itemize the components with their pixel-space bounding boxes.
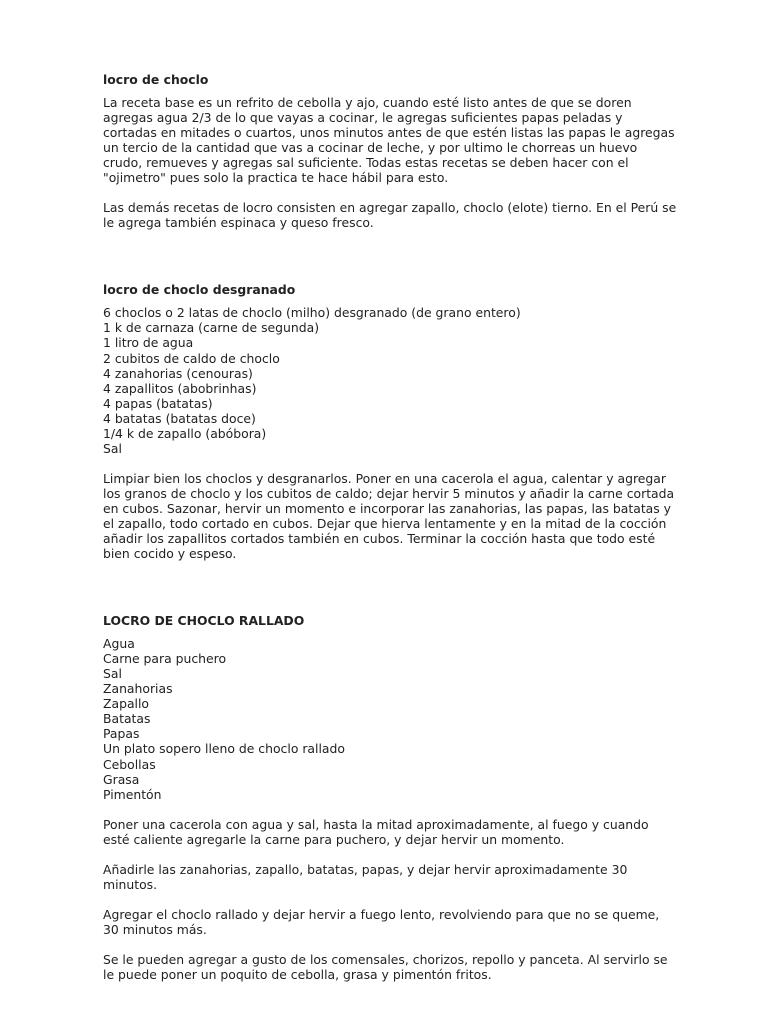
list-item: 2 cubitos de caldo de choclo [103, 350, 280, 366]
text-line: 30 minutos más. [103, 921, 207, 937]
text-line: en cubos. Sazonar, hervir un momento e incorporar las zanahorias, las papas, las batatas y [103, 500, 671, 516]
list-item: Sal [103, 666, 122, 682]
list-item: Zanahorias [103, 681, 173, 697]
list-item: Pimentón [103, 786, 162, 802]
list-item: 1 litro de agua [103, 335, 194, 351]
list-item: 1/4 k de zapallo (abóbora) [103, 425, 267, 441]
text-line: "ojimetro" pues solo la practica te hace hábil para esto. [103, 170, 449, 186]
list-item: Sal [103, 440, 122, 456]
text-line: añadir los zapallitos cortados también en cubos. Terminar la cocción hasta que todo esté [103, 531, 656, 547]
text-line: le puede poner un poquito de cebolla, grasa y pimentón fritos. [103, 966, 492, 982]
list-item: 1 k de carnaza (carne de segunda) [103, 320, 320, 336]
recipe-title-rallado: LOCRO DE CHOCLO RALLADO [103, 613, 305, 629]
list-item: Carne para puchero [103, 651, 227, 667]
text-line: un tercio de la cantidad que vas a cocinar de leche, y por ultimo le chorreas un huevo [103, 140, 638, 156]
list-item: Agua [103, 636, 135, 652]
paragraph-rallado-step-1 [103, 817, 708, 847]
text-line: crudo, remueves y agregas sal suficiente. Todas estas recetas se deben hacer con el [103, 155, 629, 171]
text-line: agregas agua 2/3 de lo que vayas a cocinar, le agregas suficientes papas peladas y [103, 110, 623, 126]
text-line: minutos. [103, 876, 158, 892]
paragraph-base-recipe [103, 95, 708, 185]
text-line: le agrega también espinaca y queso fresco. [103, 215, 374, 231]
list-item: Cebollas [103, 756, 156, 772]
text-line: Poner una cacerola con agua y sal, hasta la mitad aproximadamente, al fuego y cuando [103, 816, 649, 832]
text-line: Limpiar bien los choclos y desgranarlos. Poner en una cacerola el agua, calentar y agregar [103, 470, 666, 486]
list-item: Papas [103, 726, 140, 742]
paragraph-rallado-step-3 [103, 907, 708, 937]
text-line: bien cocido y espeso. [103, 546, 237, 562]
list-item: 4 batatas (batatas doce) [103, 410, 256, 426]
paragraph-other-recipes [103, 200, 708, 230]
recipe-title-locro-de-choclo: locro de choclo [103, 72, 209, 87]
text-line: La receta base es un refrito de cebolla y ajo, cuando esté listo antes de que se doren [103, 95, 632, 110]
text-line: cortadas en mitades o cuartos, unos minutos antes de que estén listas las papas le agregas [103, 125, 675, 141]
document-page [103, 65, 708, 982]
list-item: Grasa [103, 771, 140, 787]
text-line: el zapallo, todo cortado en cubos. Dejar que hierva lentamente y en la mitad de la cocción [103, 515, 667, 531]
list-item: Zapallo [103, 696, 150, 712]
list-item: 4 papas (batatas) [103, 395, 213, 411]
text-line: los granos de choclo y los cubitos de caldo; dejar hervir 5 minutos y añadir la carne cortada [103, 485, 675, 501]
recipe-title-desgranado: locro de choclo desgranado [103, 282, 296, 298]
text-line: esté caliente agregarle la carne para puchero, y dejar hervir un momento. [103, 831, 565, 847]
text-line: Las demás recetas de locro consisten en agregar zapallo, choclo (elote) tierno. En el Perú se [103, 200, 677, 216]
list-item: 4 zanahorias (cenouras) [103, 365, 253, 381]
paragraph-rallado-step-2 [103, 862, 708, 892]
text-line: Añadirle las zanahorias, zapallo, batatas, papas, y dejar hervir aproximadamente 30 [103, 861, 628, 877]
ingredient-list-rallado [103, 636, 708, 802]
ingredient-list-desgranado [103, 305, 708, 455]
list-item: Un plato sopero lleno de choclo rallado [103, 741, 345, 757]
text-line: Se le pueden agregar a gusto de los comensales, chorizos, repollo y panceta. Al servirlo se [103, 951, 668, 967]
paragraph-rallado-step-4 [103, 952, 708, 982]
text-line: Agregar el choclo rallado y dejar hervir a fuego lento, revolviendo para que no se queme, [103, 906, 660, 922]
list-item: 4 zapallitos (abobrinhas) [103, 380, 257, 396]
paragraph-desgranado-instructions [103, 471, 708, 561]
list-item: Batatas [103, 711, 151, 727]
list-item: 6 choclos o 2 latas de choclo (milho) desgranado (de grano entero) [103, 305, 521, 321]
